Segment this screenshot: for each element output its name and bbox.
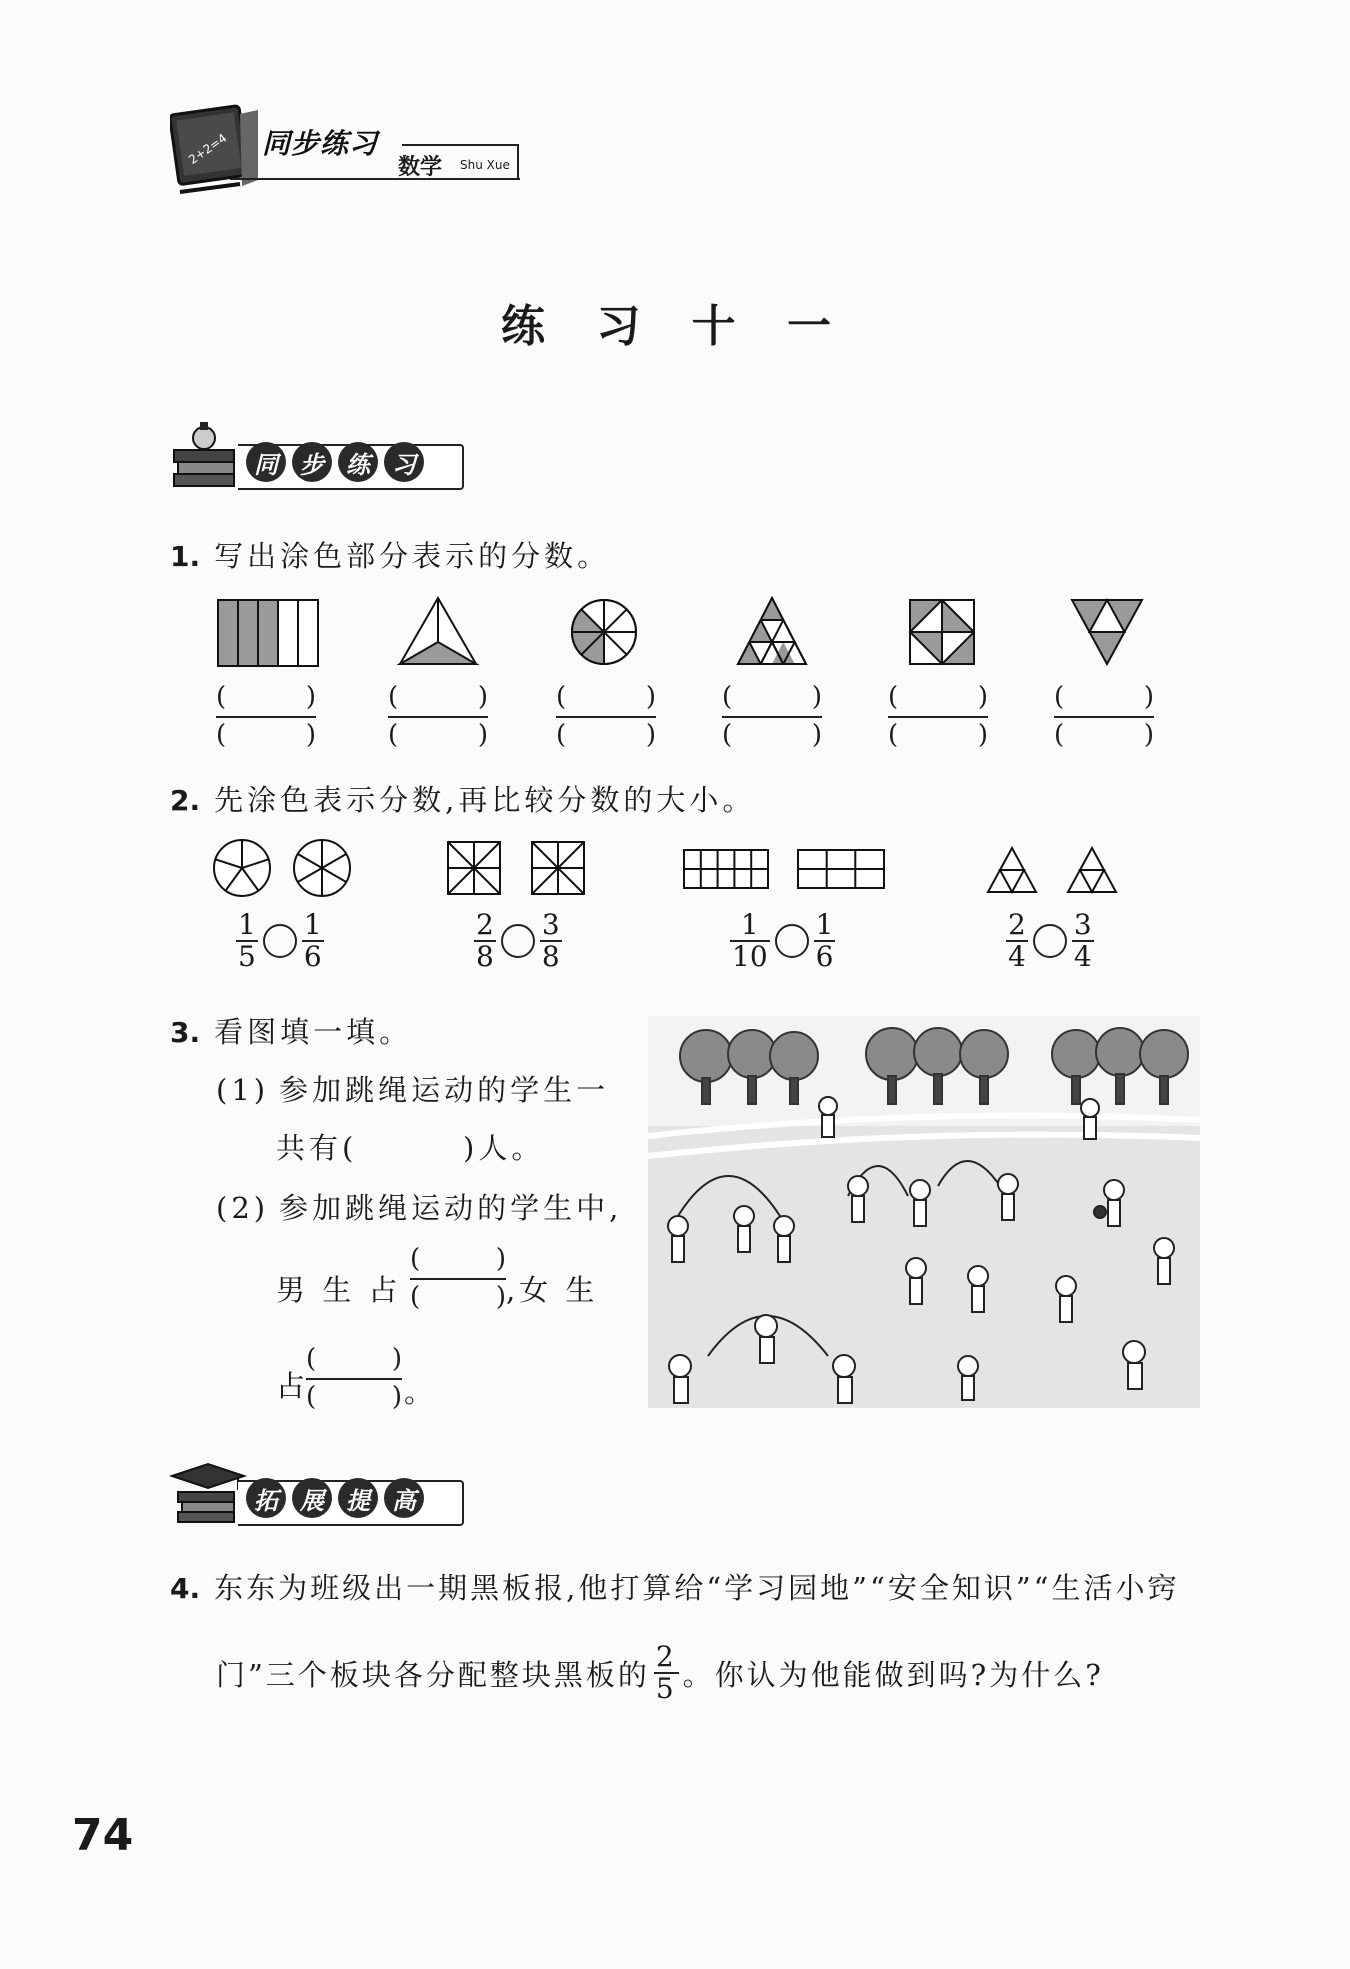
shaded-inverted-triangle-figure	[1072, 600, 1142, 664]
rect-tenths-figure	[684, 850, 768, 888]
answer-fraction-blank[interactable]: ( ) ( )	[216, 682, 316, 750]
subject-pinyin: Shu Xue	[460, 158, 510, 172]
rect-sixths-figure	[798, 850, 884, 888]
books-cap-icon	[168, 1456, 248, 1536]
question-text: 写出涂色部分表示的分数。	[214, 539, 611, 573]
question-3	[170, 1010, 412, 1051]
question-text: 看图填一填。	[214, 1015, 413, 1049]
question-4-line2: 门”三个板块各分配整块黑板的 $\frac{2}{5}$ 。你认为他能做到吗?为什么?	[216, 1640, 1104, 1705]
square-eighths-figure	[448, 842, 500, 894]
section-banner-sync	[168, 420, 468, 500]
shaded-square-figure	[910, 600, 974, 664]
banner-char: 拓	[246, 1478, 286, 1518]
compare-blank[interactable]	[263, 924, 297, 958]
q3-boys-label: 男 生 占	[276, 1273, 402, 1307]
question-text: 东东为班级出一期黑板报,他打算给“学习园地”“安全知识”“生活小窍	[214, 1571, 1180, 1605]
blackboard-icon	[170, 100, 262, 196]
banner-char: 练	[338, 442, 378, 482]
board-text: 2+2=4	[186, 130, 230, 167]
compare-pair: $\frac{1}{5}$ $\frac{1}{6}$	[238, 908, 322, 973]
page-number: 74	[72, 1810, 134, 1861]
compare-blank[interactable]	[1033, 924, 1067, 958]
question-1	[170, 534, 610, 575]
section-banner-extend	[168, 1456, 468, 1536]
q3-occupy-label: 占	[276, 1369, 310, 1403]
question-number: 1.	[170, 540, 201, 573]
q3-sub2: (2) 参加跳绳运动的学生中,	[216, 1191, 623, 1225]
banner-char: 步	[292, 442, 332, 482]
q3-sub1: (1) 参加跳绳运动的学生一	[216, 1073, 610, 1107]
banner-char: 提	[338, 1478, 378, 1518]
q2-figures	[200, 836, 1160, 906]
series-title: 同步练习	[262, 127, 379, 160]
shaded-triangle-grid-figure	[738, 598, 806, 664]
playground-illustration	[648, 1016, 1200, 1408]
subject-label: 数学	[398, 155, 443, 180]
answer-fraction-blank[interactable]: ( ) ( )	[1054, 682, 1154, 750]
compare-blank[interactable]	[775, 924, 809, 958]
answer-fraction-blank[interactable]: ( ) ( )	[888, 682, 988, 750]
compare-pair: $\frac{1}{10}$ $\frac{1}{6}$	[732, 908, 834, 973]
question-number: 2.	[170, 784, 201, 817]
compare-blank[interactable]	[501, 924, 535, 958]
banner-char: 同	[246, 442, 286, 482]
page-title: 练 习 十 一	[501, 301, 849, 352]
answer-fraction-blank[interactable]: ( ) ( )	[722, 682, 822, 750]
question-text: 先涂色表示分数,再比较分数的大小。	[214, 783, 756, 817]
banner-char: 习	[384, 442, 424, 482]
q3-sub1-line2: 共有( )人。	[276, 1131, 545, 1165]
circle-fifths-figure	[214, 840, 270, 896]
circle-sixths-figure	[294, 840, 350, 896]
compare-pair: $\frac{2}{4}$ $\frac{3}{4}$	[1008, 908, 1092, 973]
q3-end-mark: 。	[404, 1375, 438, 1409]
banner-char: 高	[384, 1478, 424, 1518]
question-2	[170, 778, 755, 819]
q1-figures	[210, 590, 1170, 680]
banner-char: 展	[292, 1478, 332, 1518]
triangle-quarters-figure	[1068, 848, 1116, 892]
series-header	[170, 100, 530, 196]
books-lamp-icon	[168, 420, 248, 500]
square-eighths-figure	[532, 842, 584, 894]
answer-fraction-blank[interactable]: ( ) ( )	[306, 1344, 402, 1412]
answer-fraction-blank[interactable]: ( ) ( )	[556, 682, 656, 750]
shaded-circle-figure	[572, 600, 636, 664]
answer-fraction-blank[interactable]: ( ) ( )	[388, 682, 488, 750]
shaded-triangle-figure	[400, 598, 476, 664]
compare-pair: $\frac{2}{8}$ $\frac{3}{8}$	[476, 908, 560, 973]
question-4	[170, 1566, 1179, 1607]
q3-girls-label: ,女 生	[506, 1273, 599, 1307]
question-number: 4.	[170, 1572, 201, 1605]
triangle-quarters-figure	[988, 848, 1036, 892]
answer-fraction-blank[interactable]: ( ) ( )	[410, 1244, 506, 1312]
shaded-rectangle-figure	[218, 600, 318, 666]
question-number: 3.	[170, 1016, 201, 1049]
